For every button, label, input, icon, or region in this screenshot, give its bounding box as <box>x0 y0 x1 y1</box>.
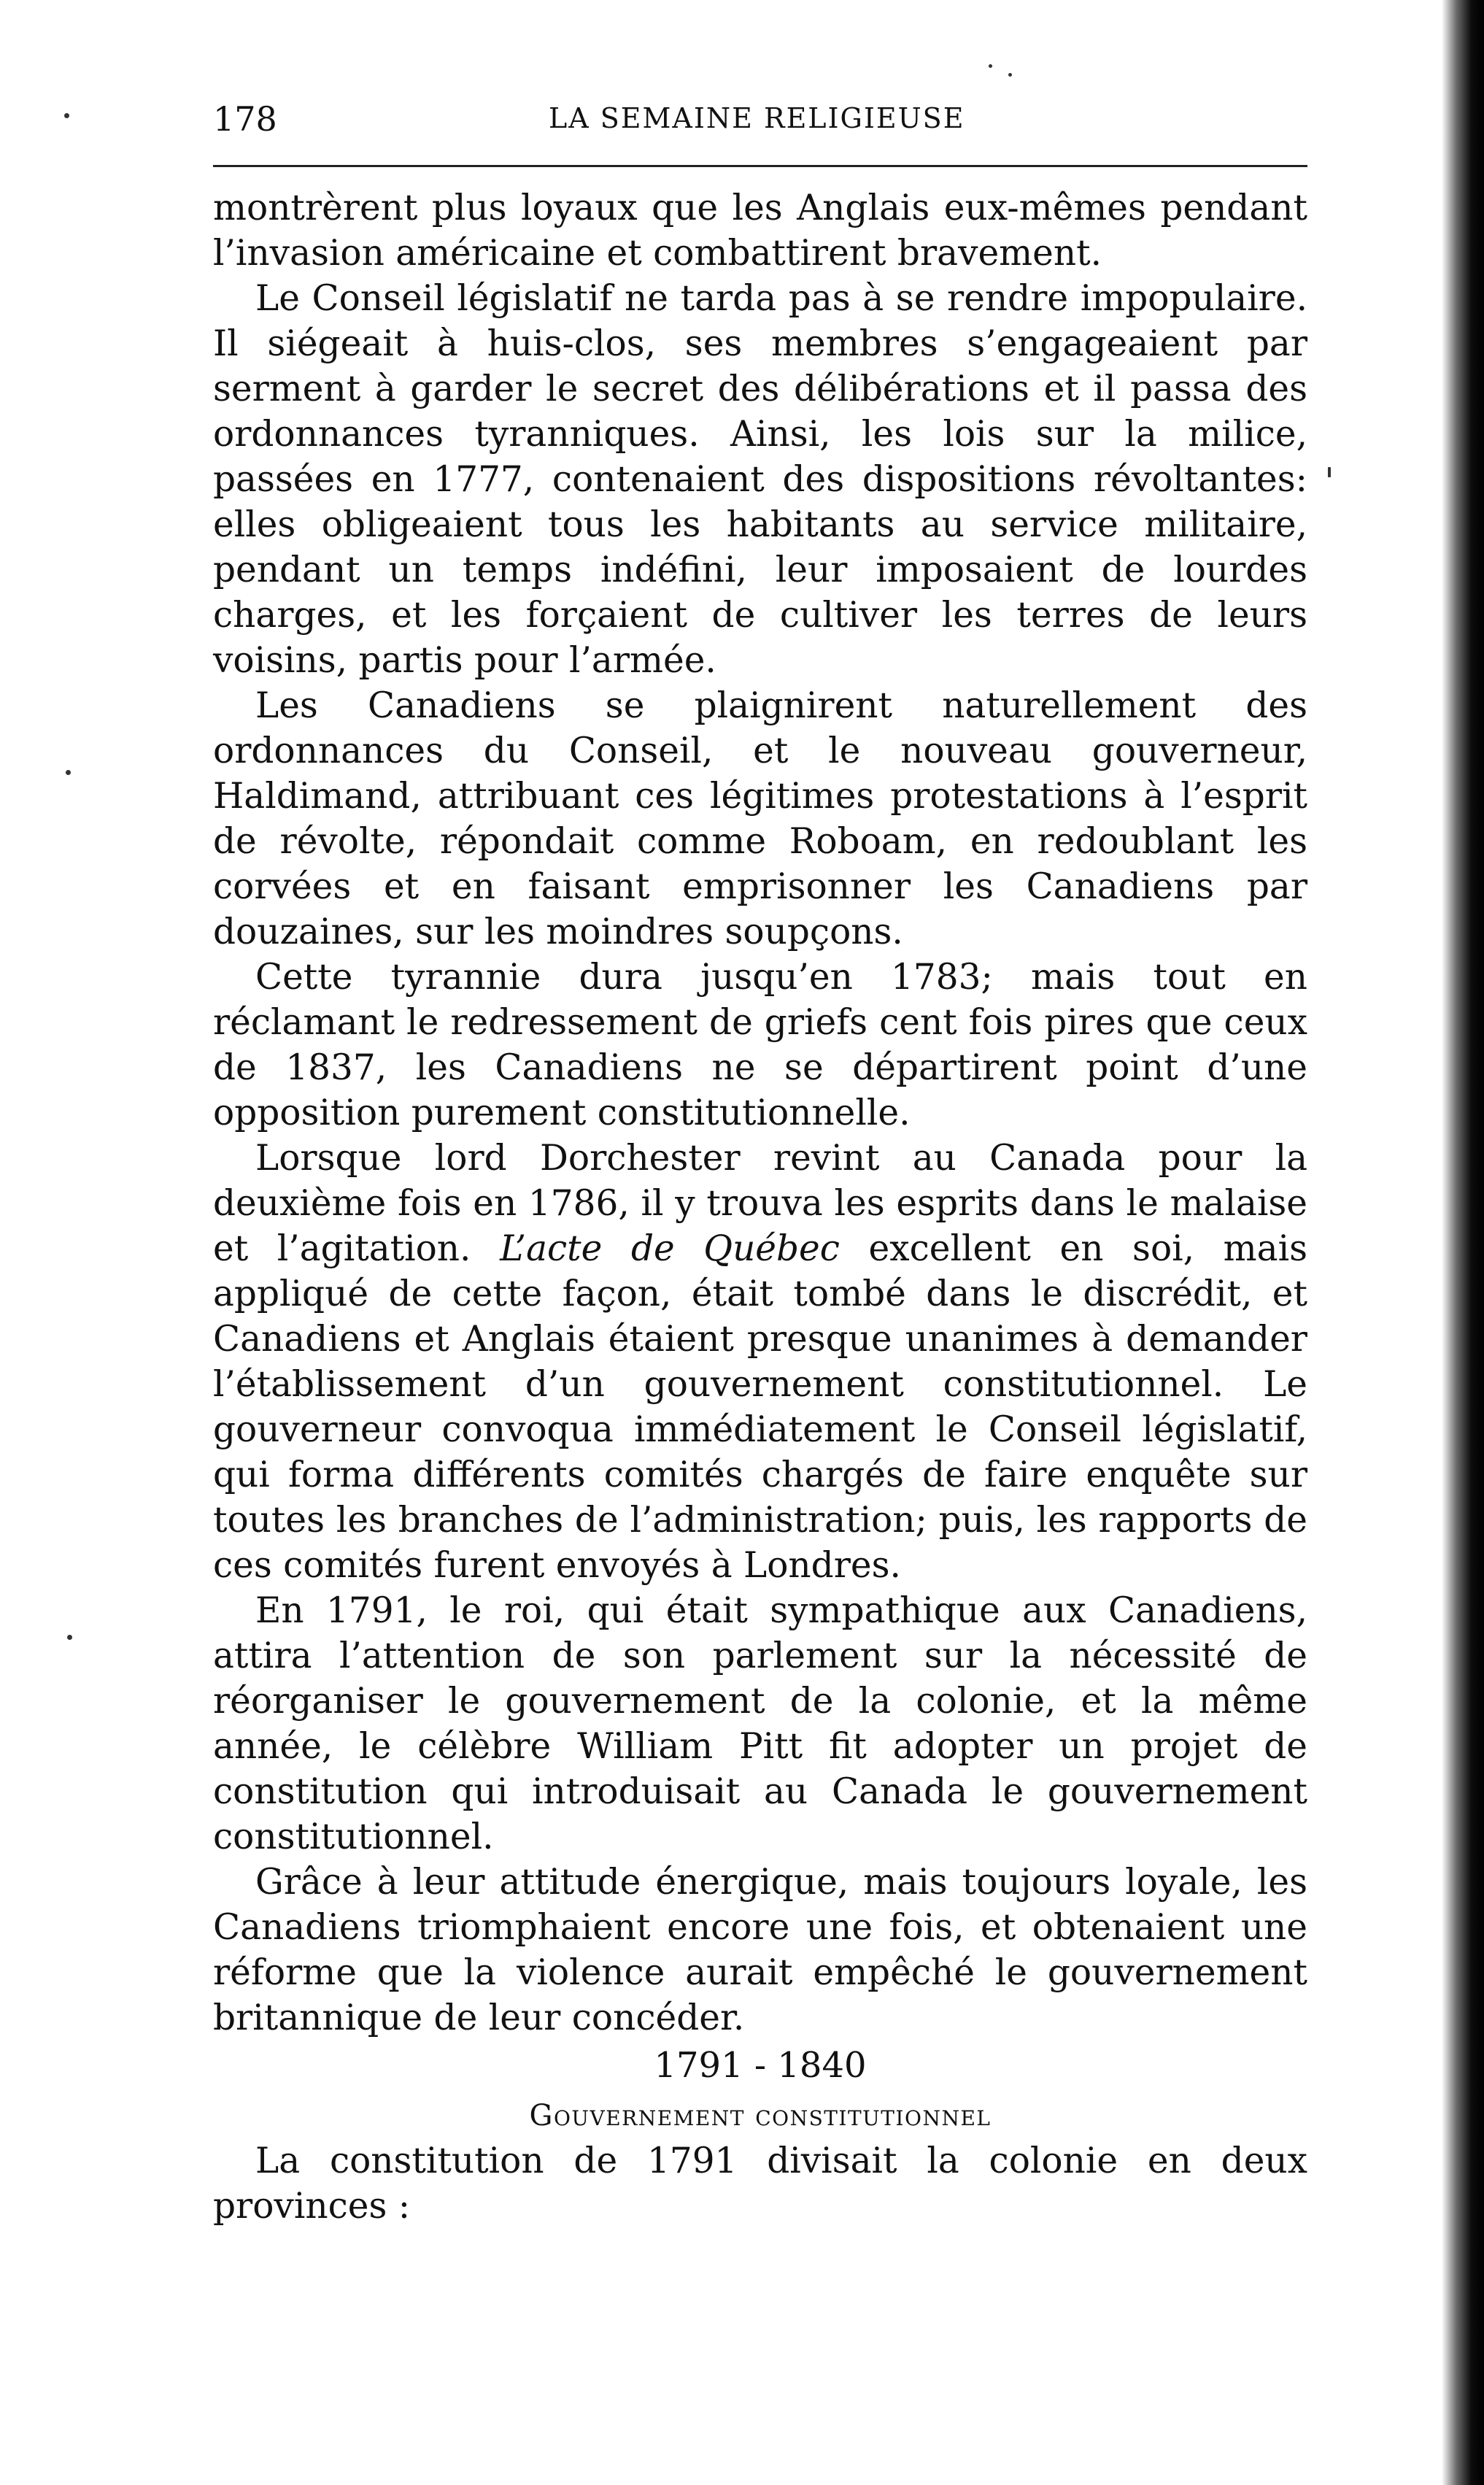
paragraph-dorchester-text-2: excellent en soi, mais appliqué de cette façon, était tombé dans le discrédit, et Canadiens et Anglais étaient presque unanimes à demander l’établissement d’un gouvernement constitutionnel. Le gouverneur convoqua immédiatement le Conseil législatif, qui forma différents comités chargés de faire enquête sur toutes les branches de l’administration; puis, les rapports de ces comités furent envoyés à Londres. <box>213 1228 1307 1586</box>
page-header <box>213 93 1307 146</box>
scan-speck <box>989 64 992 68</box>
paragraph-conseil-legislatif: Le Conseil législatif ne tarda pas à se rendre impopulaire. Il siégeait à huis-clos, ses membres s’engageaient par serment à garder le secret des délibérations et il passa des ordonnances tyranniques. Ainsi, les lois sur la milice, passées en 1777, contenaient des dispositions révoltantes: elles obligeaient tous les habitants au service militaire, pendant un temps indéfini, leur imposaient de lourdes charges, et les forçaient de cultiver les terres de leurs voisins, partis pour l’armée. <box>213 278 1307 681</box>
page-number: 178 <box>213 99 277 139</box>
paragraph-grace: Grâce à leur attitude énergique, mais toujours loyale, les Canadiens triomphaient encore une fois, et obtenaient une réforme que la violence aurait empêché le gouvernement britannique de leur concéder. <box>213 1862 1307 2038</box>
scan-speck <box>1328 467 1331 477</box>
section-years: 1791 - 1840 <box>654 2045 867 2086</box>
body-text <box>213 185 1307 2229</box>
running-head: LA SEMAINE RELIGIEUSE <box>549 102 965 134</box>
scan-speck <box>64 113 69 118</box>
scan-speck <box>67 1635 72 1640</box>
scan-right-edge-shadow <box>1442 0 1484 2485</box>
paragraph-1791: En 1791, le roi, qui était sympathique aux Canadiens, attira l’attention de son parlement sur la nécessité de réorganiser le gouvernement de la colonie, et la même année, le célèbre William Pitt fit adopter un projet de constitution qui introduisait au Canada le gouvernement constitutionnel. <box>213 1590 1307 1857</box>
acte-de-quebec-italic: L’acte de Québec <box>500 1228 840 1269</box>
header-rule <box>213 165 1307 167</box>
scan-speck <box>1008 73 1012 77</box>
section-title: Gouvernement constitutionnel <box>529 2099 992 2133</box>
paragraph-constitution: La constitution de 1791 divisait la colonie en deux provinces : <box>213 2141 1307 2227</box>
paragraph-haldimand: Les Canadiens se plaignirent naturellement des ordonnances du Conseil, et le nouveau gouverneur, Haldimand, attribuant ces légitimes protestations à l’esprit de révolte, répondait comme Roboam, en redoublant les corvées et en faisant emprisonner les Canadiens par douzaines, sur les moindres soupçons. <box>213 685 1307 952</box>
paragraph-continuation: montrèrent plus loyaux que les Anglais eux-mêmes pendant l’invasion américaine et combattirent bravement. <box>213 188 1307 274</box>
paragraph-dorchester <box>213 1136 1307 1588</box>
paragraph-dorchester-text-1: Lorsque lord Dorchester revint au Canada pour la deuxième fois en 1786, il y trouva les esprits dans le malaise et l’agitation. <box>213 1138 1307 1269</box>
paragraph-tyrannie: Cette tyrannie dura jusqu’en 1783; mais tout en réclamant le redressement de griefs cent fois pires que ceux de 1837, les Canadiens ne se départirent point d’une opposition purement constitutionnelle. <box>213 957 1307 1133</box>
scan-speck <box>66 770 71 775</box>
